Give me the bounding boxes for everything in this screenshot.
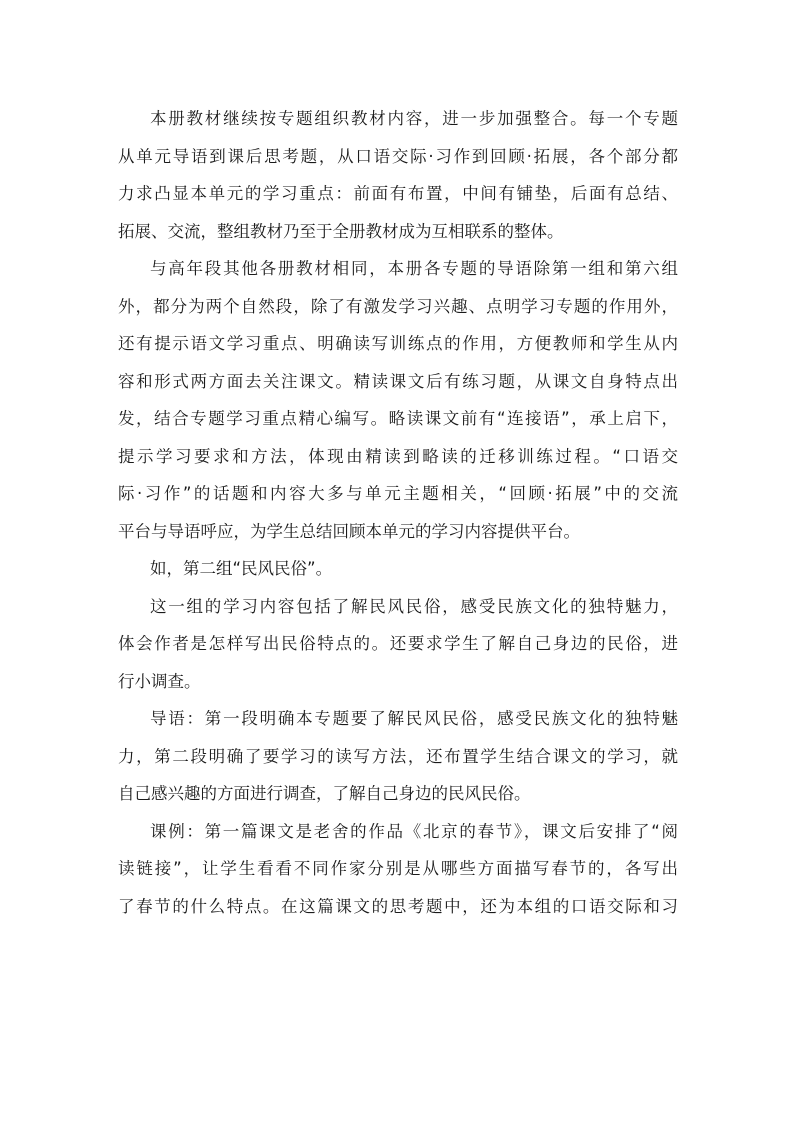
text-line: 读链接”，让学生看看不同作家分别是从哪些方面描写春节的，各写出: [118, 859, 678, 878]
text-line: 如，第二组“民风民俗”。: [150, 559, 333, 578]
text-line: 力求凸显本单元的学习重点：前面有布置，中间有铺垫，后面有总结、: [118, 184, 678, 203]
text-line: 外，都分为两个自然段，除了有激发学习兴趣、点明学习专题的作用外，: [118, 296, 678, 316]
text-line: 体会作者是怎样写出民俗特点的。还要求学生了解自己身边的民俗，进: [118, 634, 678, 653]
paragraph-4: [118, 588, 678, 701]
document-body: [118, 100, 678, 925]
text-line: 自己感兴趣的方面进行调查，了解自己身边的民风民俗。: [118, 784, 531, 803]
text-line: 平台与导语呼应，为学生总结回顾本单元的学习内容提供平台。: [118, 521, 580, 541]
text-line: 与高年段其他各册教材相同，本册各专题的导语除第一组和第六组: [150, 259, 678, 278]
text-line: 容和形式两方面去关注课文。精读课文后有练习题，从课文自身特点出: [118, 371, 678, 391]
text-line: 这一组的学习内容包括了解民风民俗，感受民族文化的独特魅力，: [150, 596, 678, 616]
text-line: 提示学习要求和方法，体现由精读到略读的迁移训练过程。“口语交: [118, 446, 678, 466]
paragraph-3: [118, 550, 678, 588]
text-line: 了春节的什么特点。在这篇课文的思考题中，还为本组的口语交际和习: [118, 896, 678, 916]
text-line: 发，结合专题学习重点精心编写。略读课文前有“连接语”，承上启下，: [118, 409, 678, 428]
paragraph-6: [118, 813, 678, 926]
text-line: 行小调查。: [118, 671, 201, 691]
text-line: 课例：第一篇课文是老舍的作品《北京的春节》，课文后安排了“阅: [150, 821, 678, 841]
text-line: 拓展、交流，整组教材乃至于全册教材成为互相联系的整体。: [118, 221, 564, 241]
text-line: 际·习作”的话题和内容大多与单元主题相关，“回顾·拓展”中的交流: [118, 484, 678, 503]
text-line: 本册教材继续按专题组织教材内容，进一步加强整合。每一个专题: [150, 109, 678, 128]
paragraph-2: [118, 250, 678, 550]
text-line: 从单元导语到课后思考题，从口语交际·习作到回顾·拓展，各个部分都: [118, 146, 678, 166]
text-line: 还有提示语文学习重点、明确读写训练点的作用，方便教师和学生从内: [118, 334, 678, 353]
paragraph-5: [118, 700, 678, 813]
paragraph-1: [118, 100, 678, 250]
text-line: 力，第二段明确了要学习的读写方法，还布置学生结合课文的学习，就: [118, 746, 678, 766]
text-line: 导语：第一段明确本专题要了解民风民俗，感受民族文化的独特魅: [150, 709, 678, 728]
